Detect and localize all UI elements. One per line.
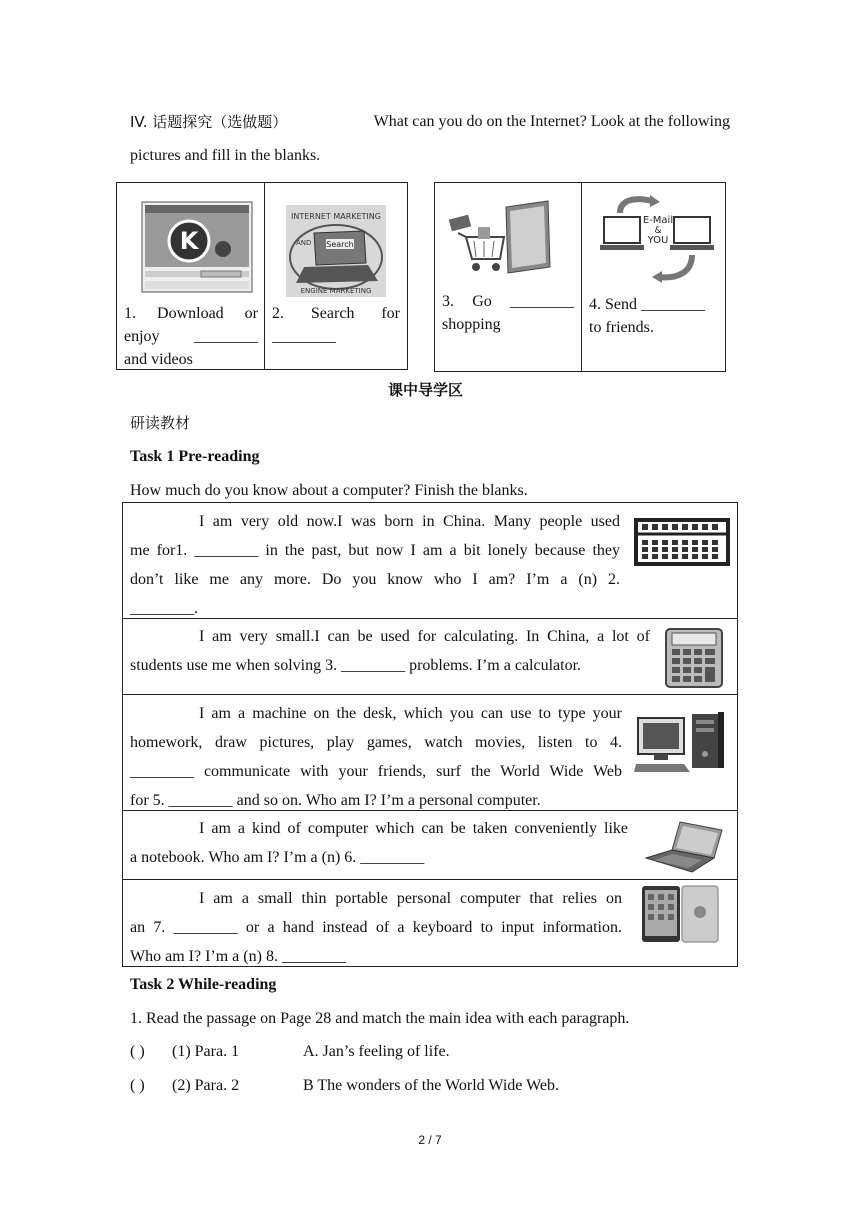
svg-text:INTERNET MARKETING: INTERNET MARKETING [291, 212, 381, 221]
internet-cell-2-line: 2. Search for [272, 305, 400, 322]
riddle-line: ________. [130, 600, 198, 617]
riddle-3-text [130, 699, 622, 815]
match-item-2-idea: B The wonders of the World Wide Web. [303, 1077, 559, 1094]
task2-instruction: 1. Read the passage on Page 28 and match the main idea with each paragraph. [130, 1010, 630, 1027]
calculator-icon [664, 627, 724, 689]
svg-text:ENGINE MARKETING: ENGINE MARKETING [300, 287, 372, 295]
match-item-1-para: (1) Para. 1 [172, 1043, 240, 1060]
svg-text:YOU: YOU [647, 235, 669, 246]
internet-table-left-divider [264, 182, 265, 370]
internet-cell-2-line: ________ [272, 328, 336, 345]
page-number: 2 / 7 [418, 1133, 442, 1147]
internet-cell-3 [442, 290, 574, 336]
svg-text:AND: AND [296, 239, 312, 247]
internet-cell-2 [272, 302, 400, 348]
section-title: 课中导学区 [388, 381, 464, 399]
riddle-line: I am a machine on the desk, which you can use to type your [199, 705, 622, 722]
study-label: 研读教材 [130, 414, 191, 432]
answer-bracket[interactable]: ( ) [130, 1043, 145, 1060]
match-item-2 [130, 1076, 145, 1096]
riddle-line: a notebook. Who am I? I’m a (n) 6. ________ [130, 849, 425, 866]
section4-line2: pictures and fill in the blanks. [130, 147, 321, 164]
riddle-line: for 5. ________ and so on. Who am I? I’m a personal computer. [130, 792, 541, 809]
svg-text:&: & [654, 226, 662, 236]
internet-cell-1 [124, 302, 258, 371]
internet-cell-4-line: 4. Send ________ [589, 296, 705, 313]
match-item-1 [130, 1042, 145, 1062]
section4-label-cn: IV. 话题探究（选做题） [130, 113, 288, 131]
riddle-5-text [130, 884, 622, 971]
internet-cell-3-line: 3. Go ________ [442, 293, 574, 310]
match-item-2-para: (2) Para. 2 [172, 1077, 240, 1094]
laptop-icon [642, 818, 730, 876]
riddle-line: I am very old now.I was born in China. Many people used [199, 513, 620, 530]
online-shopping-cart-icon [444, 197, 554, 287]
riddle-2-text [130, 622, 650, 680]
riddle-line: I am very small.I can be used for calculating. In China, a lot of [199, 628, 650, 645]
internet-cell-1-line: and videos [124, 351, 193, 368]
task1-instruction: How much do you know about a computer? Finish the blanks. [130, 482, 528, 499]
answer-bracket[interactable]: ( ) [130, 1077, 145, 1094]
svg-text:Search: Search [326, 240, 354, 249]
riddle-1-text [130, 507, 620, 623]
tablet-icon [640, 884, 720, 944]
internet-cell-1-line: enjoy ________ [124, 328, 258, 345]
svg-text:E-Mail: E-Mail [642, 215, 674, 226]
riddle-line: I am a kind of computer which can be taken conveniently like [199, 820, 628, 837]
abacus-icon [634, 518, 730, 566]
riddle-line: don’t like me any more. Do you know who I am? I’m a (n) 2. [130, 571, 620, 588]
riddle-line: an 7. ________ or a hand instead of a keyboard to input information. [130, 919, 622, 936]
internet-cell-4-line: to friends. [589, 319, 654, 336]
task1-title: Task 1 Pre-reading [130, 448, 260, 465]
riddle-line: ________ communicate with your friends, surf the World Wide Web [130, 763, 622, 780]
task2-title: Task 2 While-reading [130, 976, 277, 993]
internet-cell-1-line: 1. Download or [124, 305, 258, 322]
search-engine-laptop-icon [286, 205, 386, 297]
riddle-line: Who am I? I’m a (n) 8. ________ [130, 948, 346, 965]
video-player-icon [141, 201, 253, 293]
riddle-table-row-divider [122, 694, 738, 695]
riddle-line: me for1. ________ in the past, but now I am a bit lonely because they [130, 542, 620, 559]
internet-table-right-divider [581, 182, 582, 372]
riddle-4-text [130, 814, 628, 872]
internet-cell-4 [589, 293, 721, 339]
svg-text:K: K [179, 227, 199, 255]
section4-line1 [130, 112, 730, 133]
riddle-table-row-divider [122, 879, 738, 880]
section4-question: What can you do on the Internet? Look at the following [373, 113, 730, 130]
riddle-line: students use me when solving 3. ________ problems. I’m a calculator. [130, 657, 582, 674]
match-item-1-idea: A. Jan’s feeling of life. [303, 1043, 450, 1060]
riddle-line: I am a small thin portable personal computer that relies on [199, 890, 622, 907]
email-computers-icon [596, 193, 716, 289]
internet-cell-3-line: shopping [442, 316, 501, 333]
desktop-computer-icon [634, 710, 726, 774]
riddle-line: homework, draw pictures, play games, watch movies, listen to 4. [130, 734, 622, 751]
